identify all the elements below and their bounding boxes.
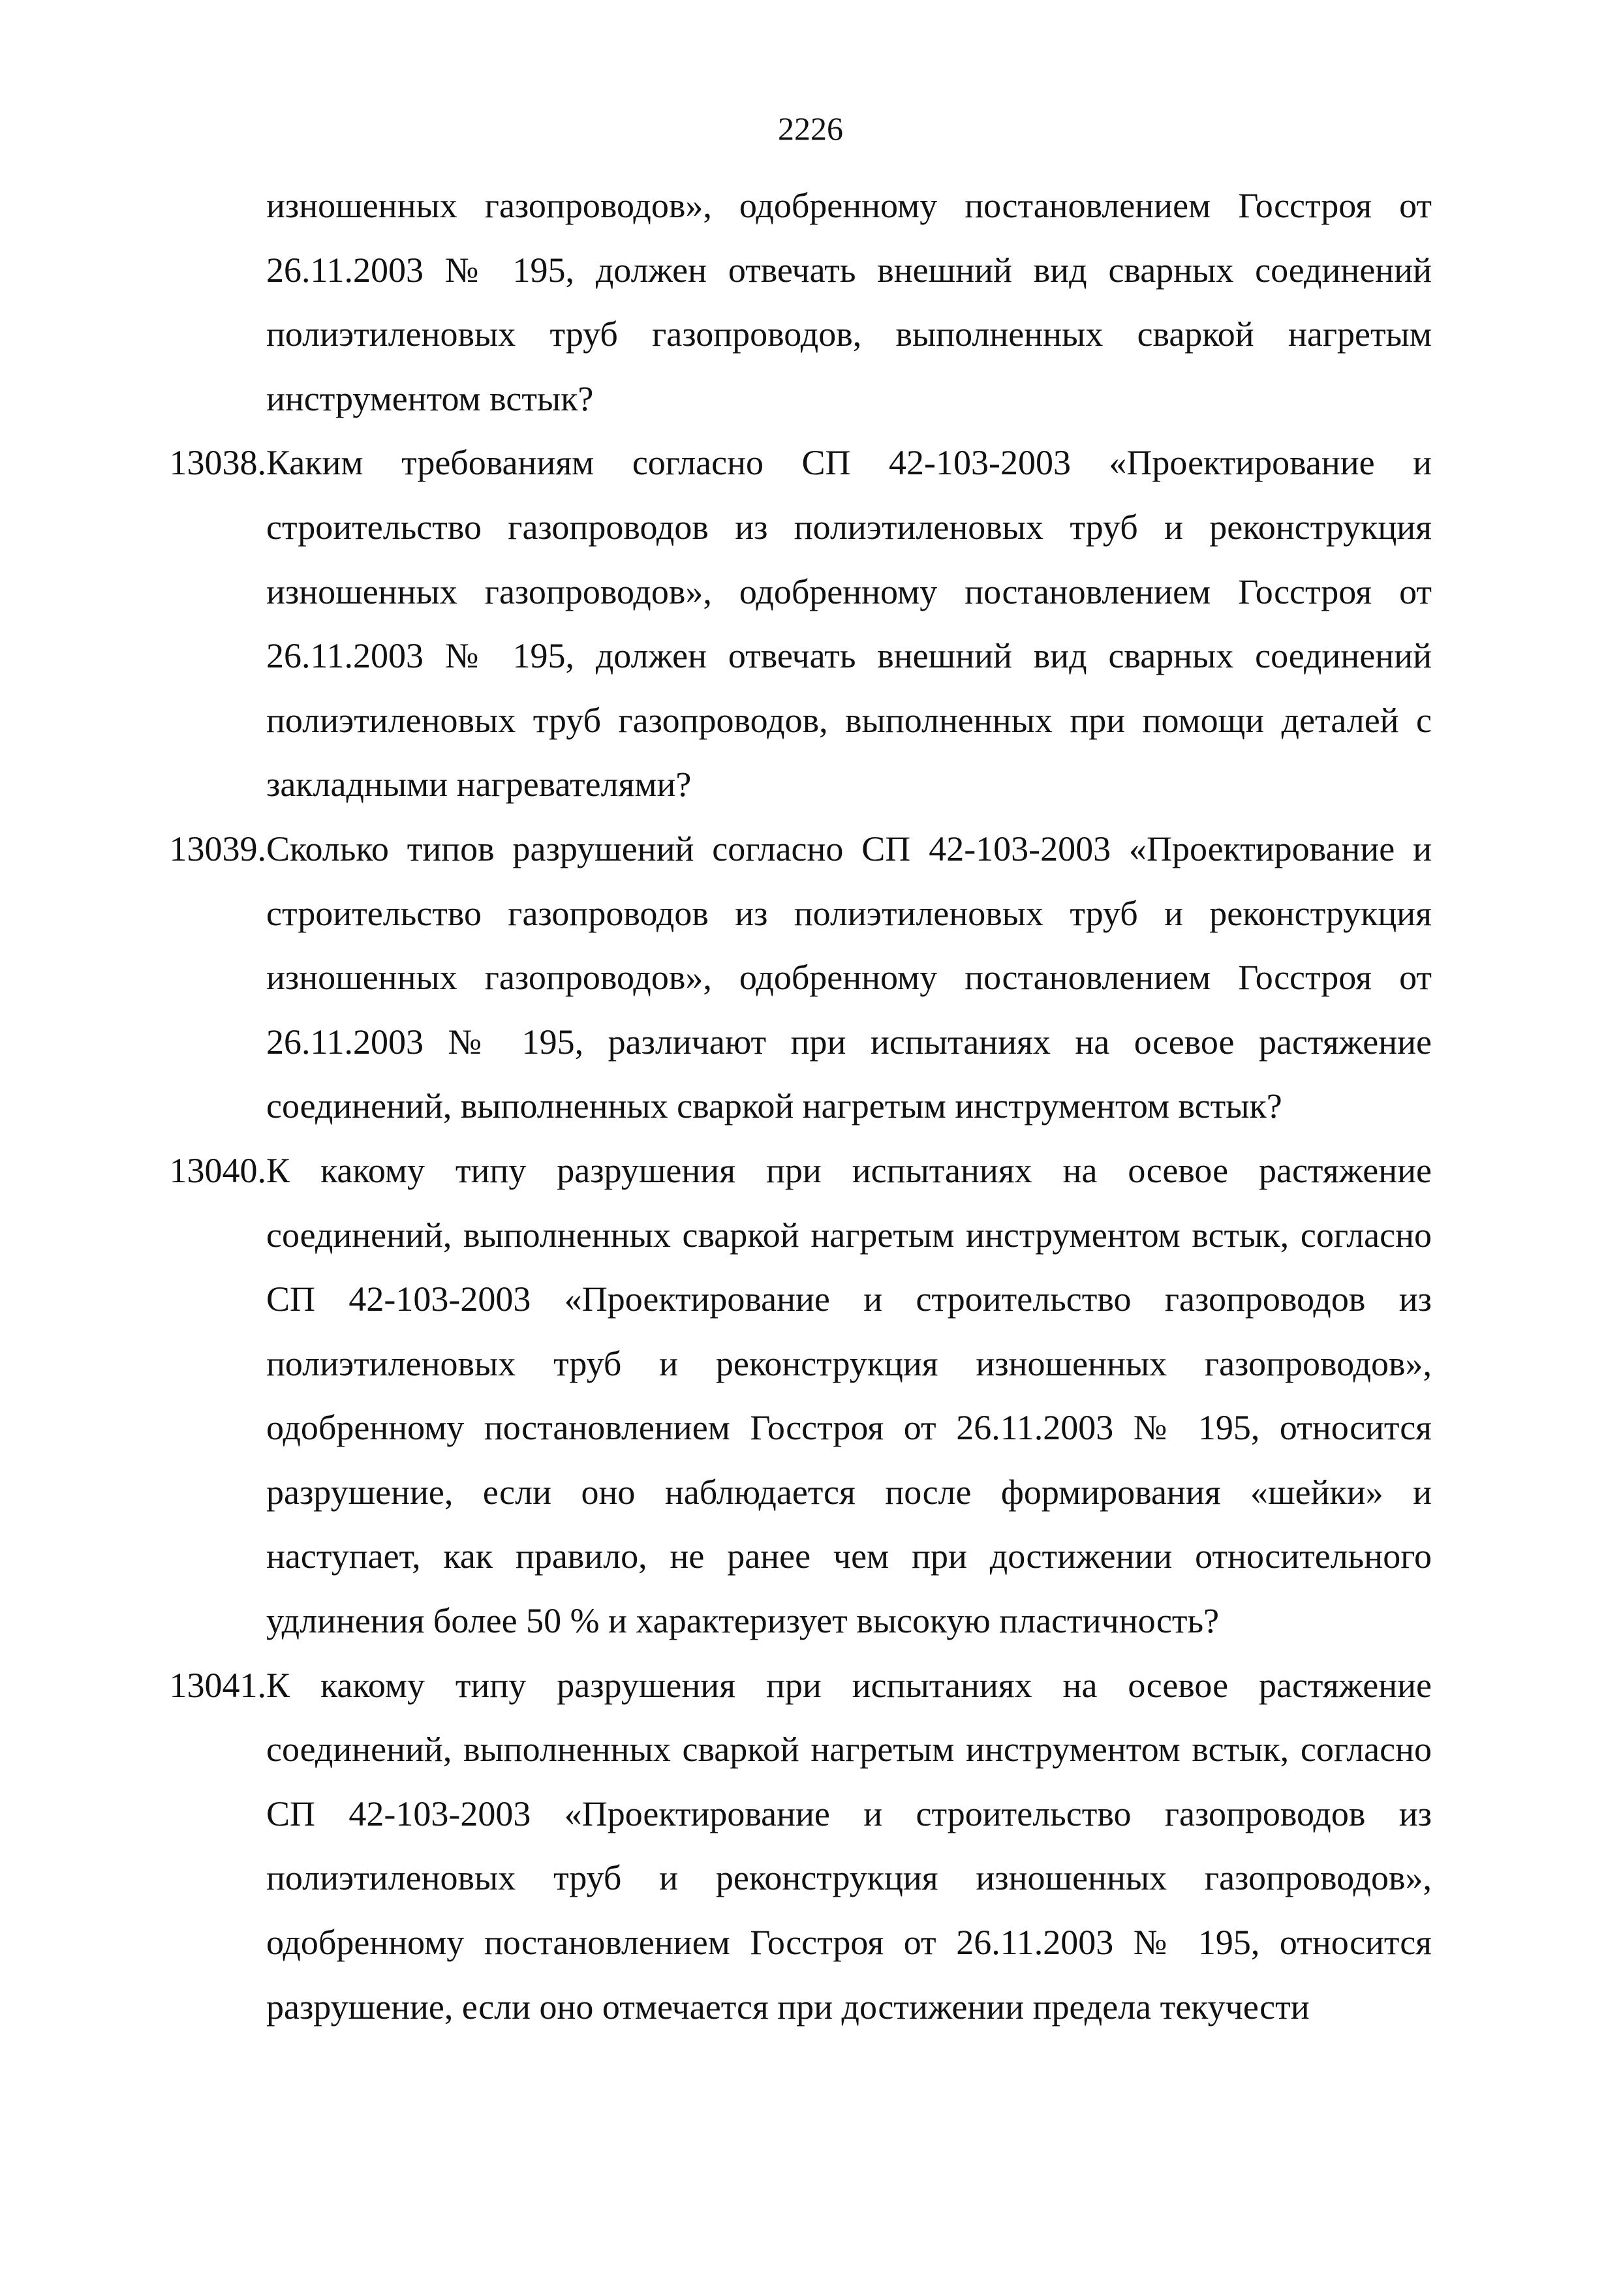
question-continuation: изношенных газопроводов», одобренному постановлением Госстроя от 26.11.2003 № 195, должен отвечать внешний вид сварных соединений полиэтиленовых труб газопроводов, выполненных сваркой нагретым инструментом встык? [266,186,1432,418]
question-number: 13041. [169,1665,266,1705]
question-text: Сколько типов разрушений согласно СП 42-103-2003 «Проектирование и строительство газопроводов из полиэтиленовых труб и реконструкция изношенных газопроводов», одобренному постановлением Госстроя от 26.11.2003 № 195, различают при испытаниях на осевое растяжение соединений, выполненных сваркой нагретым инструментом встык? [266,829,1432,1126]
question-number: 13040. [169,1150,266,1190]
question-text: К какому типу разрушения при испытаниях на осевое растяжение соединений, выполненных сваркой нагретым инструментом встык, согласно СП 42-103-2003 «Проектирование и строительство газопроводов из полиэтиленовых труб и реконструкция изношенных газопроводов», одобренному постановлением Госстроя от 26.11.2003 № 195, относится разрушение, если оно наблюдается после формирования «шейки» и наступает, как правило, не ранее чем при достижении относительного удлинения более 50 % и характеризует высокую пластичность? [266,1150,1432,1641]
page-number: 2226 [778,110,843,147]
question-number: 13039. [169,829,266,868]
question-13040 [169,1139,1432,1653]
questions-list [169,174,1432,2039]
question-text: К какому типу разрушения при испытаниях на осевое растяжение соединений, выполненных сваркой нагретым инструментом встык, согласно СП 42-103-2003 «Проектирование и строительство газопроводов из полиэтиленовых труб и реконструкция изношенных газопроводов», одобренному постановлением Госстроя от 26.11.2003 № 195, относится разрушение, если оно отмечается при достижении предела текучести [266,1665,1432,2027]
question-13039 [169,817,1432,1139]
question-13041 [169,1653,1432,2040]
question-text: Каким требованиям согласно СП 42-103-2003 «Проектирование и строительство газопроводов из полиэтиленовых труб и реконструкция изношенных газопроводов», одобренному постановлением Госстроя от 26.11.2003 № 195, должен отвечать внешний вид сварных соединений полиэтиленовых труб газопроводов, выполненных при помощи деталей с закладными нагревателями? [266,443,1432,804]
question-13038 [169,431,1432,817]
question-number: 13038. [169,443,266,483]
